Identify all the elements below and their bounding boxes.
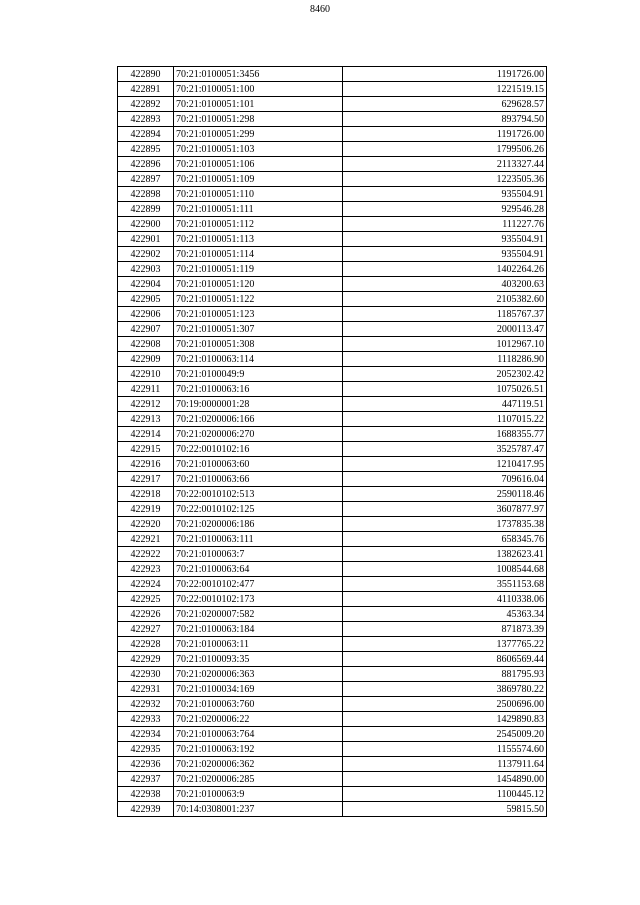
cadastral-value-cell: 1382623.41: [343, 547, 547, 562]
cadastral-value-cell: 4110338.06: [343, 592, 547, 607]
row-number-cell: 422907: [118, 322, 174, 337]
cadastral-value-cell: 709616.04: [343, 472, 547, 487]
row-number-cell: 422936: [118, 757, 174, 772]
cadastral-value-cell: 1155574.60: [343, 742, 547, 757]
row-number-cell: 422902: [118, 247, 174, 262]
cadastral-value-cell: 2000113.47: [343, 322, 547, 337]
table-row: [118, 307, 547, 322]
table-row: [118, 367, 547, 382]
cadastral-value-cell: 929546.28: [343, 202, 547, 217]
cadastral-value-cell: 1107015.22: [343, 412, 547, 427]
row-number-cell: 422917: [118, 472, 174, 487]
row-number-cell: 422890: [118, 67, 174, 82]
cadastral-number-cell: 70:21:0100063:11: [174, 637, 343, 652]
cadastral-value-cell: 1137911.64: [343, 757, 547, 772]
cadastral-value-cell: 1100445.12: [343, 787, 547, 802]
cadastral-value-cell: 8606569.44: [343, 652, 547, 667]
cadastral-number-cell: 70:21:0100051:101: [174, 97, 343, 112]
cadastral-value-cell: 1454890.00: [343, 772, 547, 787]
cadastral-value-cell: 1118286.90: [343, 352, 547, 367]
row-number-cell: 422916: [118, 457, 174, 472]
cadastral-number-cell: 70:21:0100063:764: [174, 727, 343, 742]
cadastral-value-cell: 881795.93: [343, 667, 547, 682]
cadastral-number-cell: 70:21:0100063:60: [174, 457, 343, 472]
row-number-cell: 422893: [118, 112, 174, 127]
cadastral-value-cell: 935504.91: [343, 232, 547, 247]
row-number-cell: 422938: [118, 787, 174, 802]
table-row: [118, 142, 547, 157]
table-row: [118, 652, 547, 667]
row-number-cell: 422900: [118, 217, 174, 232]
cadastral-number-cell: 70:21:0100051:308: [174, 337, 343, 352]
cadastral-number-cell: 70:21:0100051:299: [174, 127, 343, 142]
table-row: [118, 427, 547, 442]
row-number-cell: 422911: [118, 382, 174, 397]
table-row: [118, 232, 547, 247]
row-number-cell: 422937: [118, 772, 174, 787]
row-number-cell: 422891: [118, 82, 174, 97]
table-row: [118, 202, 547, 217]
row-number-cell: 422898: [118, 187, 174, 202]
table-row: [118, 112, 547, 127]
row-number-cell: 422905: [118, 292, 174, 307]
row-number-cell: 422896: [118, 157, 174, 172]
cadastral-number-cell: 70:21:0200006:186: [174, 517, 343, 532]
cadastral-number-cell: 70:22:0010102:16: [174, 442, 343, 457]
table-row: [118, 532, 547, 547]
table-row: [118, 742, 547, 757]
row-number-cell: 422920: [118, 517, 174, 532]
table-row: [118, 802, 547, 817]
page-number: 8460: [310, 4, 330, 15]
cadastral-number-cell: 70:21:0200006:22: [174, 712, 343, 727]
cadastral-number-cell: 70:21:0100063:184: [174, 622, 343, 637]
table-row: [118, 622, 547, 637]
table-row: [118, 277, 547, 292]
table-row: [118, 517, 547, 532]
table-row: [118, 457, 547, 472]
table-row: [118, 382, 547, 397]
cadastral-value-cell: 1191726.00: [343, 127, 547, 142]
cadastral-number-cell: 70:21:0100051:109: [174, 172, 343, 187]
row-number-cell: 422910: [118, 367, 174, 382]
cadastral-value-cell: 629628.57: [343, 97, 547, 112]
cadastral-number-cell: 70:21:0200006:166: [174, 412, 343, 427]
table-row: [118, 412, 547, 427]
table-row: [118, 292, 547, 307]
cadastral-value-cell: 1799506.26: [343, 142, 547, 157]
cadastral-value-cell: 2105382.60: [343, 292, 547, 307]
cadastral-value-cell: 935504.91: [343, 247, 547, 262]
cadastral-number-cell: 70:21:0100051:112: [174, 217, 343, 232]
row-number-cell: 422926: [118, 607, 174, 622]
cadastral-number-cell: 70:21:0200006:363: [174, 667, 343, 682]
cadastral-value-cell: 3607877.97: [343, 502, 547, 517]
table-row: [118, 562, 547, 577]
row-number-cell: 422932: [118, 697, 174, 712]
table-row: [118, 97, 547, 112]
table-row: [118, 592, 547, 607]
cadastral-number-cell: 70:21:0100063:114: [174, 352, 343, 367]
cadastral-number-cell: 70:21:0100051:122: [174, 292, 343, 307]
table-body: [118, 67, 547, 817]
cadastral-value-cell: 2052302.42: [343, 367, 547, 382]
row-number-cell: 422930: [118, 667, 174, 682]
row-number-cell: 422919: [118, 502, 174, 517]
row-number-cell: 422897: [118, 172, 174, 187]
cadastral-number-cell: 70:19:0000001:28: [174, 397, 343, 412]
cadastral-value-cell: 1223505.36: [343, 172, 547, 187]
cadastral-number-cell: 70:21:0100063:192: [174, 742, 343, 757]
cadastral-number-cell: 70:21:0100051:111: [174, 202, 343, 217]
cadastral-number-cell: 70:21:0100063:7: [174, 547, 343, 562]
cadastral-value-cell: 2113327.44: [343, 157, 547, 172]
table-row: [118, 397, 547, 412]
cadastral-value-cell: 893794.50: [343, 112, 547, 127]
cadastral-number-cell: 70:21:0100063:64: [174, 562, 343, 577]
cadastral-number-cell: 70:21:0100051:120: [174, 277, 343, 292]
cadastral-number-cell: 70:21:0100063:760: [174, 697, 343, 712]
row-number-cell: 422892: [118, 97, 174, 112]
cadastral-value-cell: 3551153.68: [343, 577, 547, 592]
cadastral-value-cell: 1377765.22: [343, 637, 547, 652]
row-number-cell: 422925: [118, 592, 174, 607]
cadastral-number-cell: 70:21:0100051:114: [174, 247, 343, 262]
cadastral-number-cell: 70:21:0100063:9: [174, 787, 343, 802]
cadastral-value-cell: 59815.50: [343, 802, 547, 817]
cadastral-value-cell: 447119.51: [343, 397, 547, 412]
row-number-cell: 422894: [118, 127, 174, 142]
cadastral-value-cell: 1688355.77: [343, 427, 547, 442]
row-number-cell: 422914: [118, 427, 174, 442]
row-number-cell: 422904: [118, 277, 174, 292]
cadastral-number-cell: 70:21:0100051:298: [174, 112, 343, 127]
table-row: [118, 472, 547, 487]
row-number-cell: 422895: [118, 142, 174, 157]
row-number-cell: 422922: [118, 547, 174, 562]
table-row: [118, 322, 547, 337]
row-number-cell: 422909: [118, 352, 174, 367]
cadastral-number-cell: 70:21:0200007:582: [174, 607, 343, 622]
cadastral-value-cell: 1012967.10: [343, 337, 547, 352]
row-number-cell: 422908: [118, 337, 174, 352]
cadastral-value-cell: 3869780.22: [343, 682, 547, 697]
table-row: [118, 607, 547, 622]
row-number-cell: 422927: [118, 622, 174, 637]
table-row: [118, 637, 547, 652]
table-row: [118, 262, 547, 277]
row-number-cell: 422906: [118, 307, 174, 322]
table-row: [118, 337, 547, 352]
table-row: [118, 682, 547, 697]
row-number-cell: 422939: [118, 802, 174, 817]
cadastral-value-cell: 2590118.46: [343, 487, 547, 502]
cadastral-value-cell: 2500696.00: [343, 697, 547, 712]
cadastral-number-cell: 70:22:0010102:125: [174, 502, 343, 517]
table-row: [118, 82, 547, 97]
row-number-cell: 422912: [118, 397, 174, 412]
cadastral-number-cell: 70:14:0308001:237: [174, 802, 343, 817]
cadastral-number-cell: 70:21:0100051:3456: [174, 67, 343, 82]
cadastral-number-cell: 70:21:0100063:66: [174, 472, 343, 487]
cadastral-value-cell: 1008544.68: [343, 562, 547, 577]
cadastral-value-cell: 1737835.38: [343, 517, 547, 532]
row-number-cell: 422921: [118, 532, 174, 547]
cadastral-value-cell: 1429890.83: [343, 712, 547, 727]
row-number-cell: 422924: [118, 577, 174, 592]
table-row: [118, 442, 547, 457]
table-row: [118, 772, 547, 787]
table-row: [118, 727, 547, 742]
row-number-cell: 422929: [118, 652, 174, 667]
cadastral-value-cell: 871873.39: [343, 622, 547, 637]
cadastral-value-cell: 658345.76: [343, 532, 547, 547]
cadastral-number-cell: 70:21:0100093:35: [174, 652, 343, 667]
cadastral-number-cell: 70:21:0200006:362: [174, 757, 343, 772]
cadastral-number-cell: 70:21:0100051:100: [174, 82, 343, 97]
cadastral-number-cell: 70:21:0200006:270: [174, 427, 343, 442]
row-number-cell: 422915: [118, 442, 174, 457]
table-row: [118, 187, 547, 202]
row-number-cell: 422899: [118, 202, 174, 217]
table-row: [118, 787, 547, 802]
cadastral-value-cell: 111227.76: [343, 217, 547, 232]
cadastral-number-cell: 70:21:0200006:285: [174, 772, 343, 787]
cadastral-number-cell: 70:21:0100049:9: [174, 367, 343, 382]
cadastral-value-cell: 403200.63: [343, 277, 547, 292]
cadastral-number-cell: 70:21:0100051:119: [174, 262, 343, 277]
table-row: [118, 577, 547, 592]
cadastral-value-table: [117, 66, 547, 817]
table-row: [118, 217, 547, 232]
cadastral-value-cell: 3525787.47: [343, 442, 547, 457]
row-number-cell: 422918: [118, 487, 174, 502]
table-row: [118, 67, 547, 82]
cadastral-number-cell: 70:21:0100051:123: [174, 307, 343, 322]
table-row: [118, 547, 547, 562]
cadastral-number-cell: 70:22:0010102:477: [174, 577, 343, 592]
row-number-cell: 422928: [118, 637, 174, 652]
cadastral-number-cell: 70:21:0100051:110: [174, 187, 343, 202]
table-row: [118, 667, 547, 682]
cadastral-number-cell: 70:21:0100051:103: [174, 142, 343, 157]
cadastral-value-cell: 2545009.20: [343, 727, 547, 742]
table-row: [118, 157, 547, 172]
cadastral-value-cell: 1402264.26: [343, 262, 547, 277]
cadastral-value-cell: 1191726.00: [343, 67, 547, 82]
cadastral-number-cell: 70:22:0010102:513: [174, 487, 343, 502]
row-number-cell: 422903: [118, 262, 174, 277]
table-row: [118, 757, 547, 772]
table-row: [118, 127, 547, 142]
cadastral-value-cell: 1185767.37: [343, 307, 547, 322]
table-row: [118, 502, 547, 517]
cadastral-value-cell: 1221519.15: [343, 82, 547, 97]
cadastral-number-cell: 70:21:0100063:111: [174, 532, 343, 547]
cadastral-number-cell: 70:21:0100051:307: [174, 322, 343, 337]
table-row: [118, 697, 547, 712]
row-number-cell: 422933: [118, 712, 174, 727]
table-row: [118, 172, 547, 187]
cadastral-value-cell: 1075026.51: [343, 382, 547, 397]
cadastral-number-cell: 70:22:0010102:173: [174, 592, 343, 607]
table-row: [118, 487, 547, 502]
table-row: [118, 712, 547, 727]
cadastral-value-cell: 45363.34: [343, 607, 547, 622]
cadastral-number-cell: 70:21:0100051:113: [174, 232, 343, 247]
table-row: [118, 352, 547, 367]
cadastral-number-cell: 70:21:0100063:16: [174, 382, 343, 397]
row-number-cell: 422923: [118, 562, 174, 577]
row-number-cell: 422934: [118, 727, 174, 742]
row-number-cell: 422931: [118, 682, 174, 697]
cadastral-value-cell: 935504.91: [343, 187, 547, 202]
row-number-cell: 422913: [118, 412, 174, 427]
cadastral-number-cell: 70:21:0100034:169: [174, 682, 343, 697]
cadastral-number-cell: 70:21:0100051:106: [174, 157, 343, 172]
row-number-cell: 422935: [118, 742, 174, 757]
row-number-cell: 422901: [118, 232, 174, 247]
table-row: [118, 247, 547, 262]
cadastral-value-cell: 1210417.95: [343, 457, 547, 472]
